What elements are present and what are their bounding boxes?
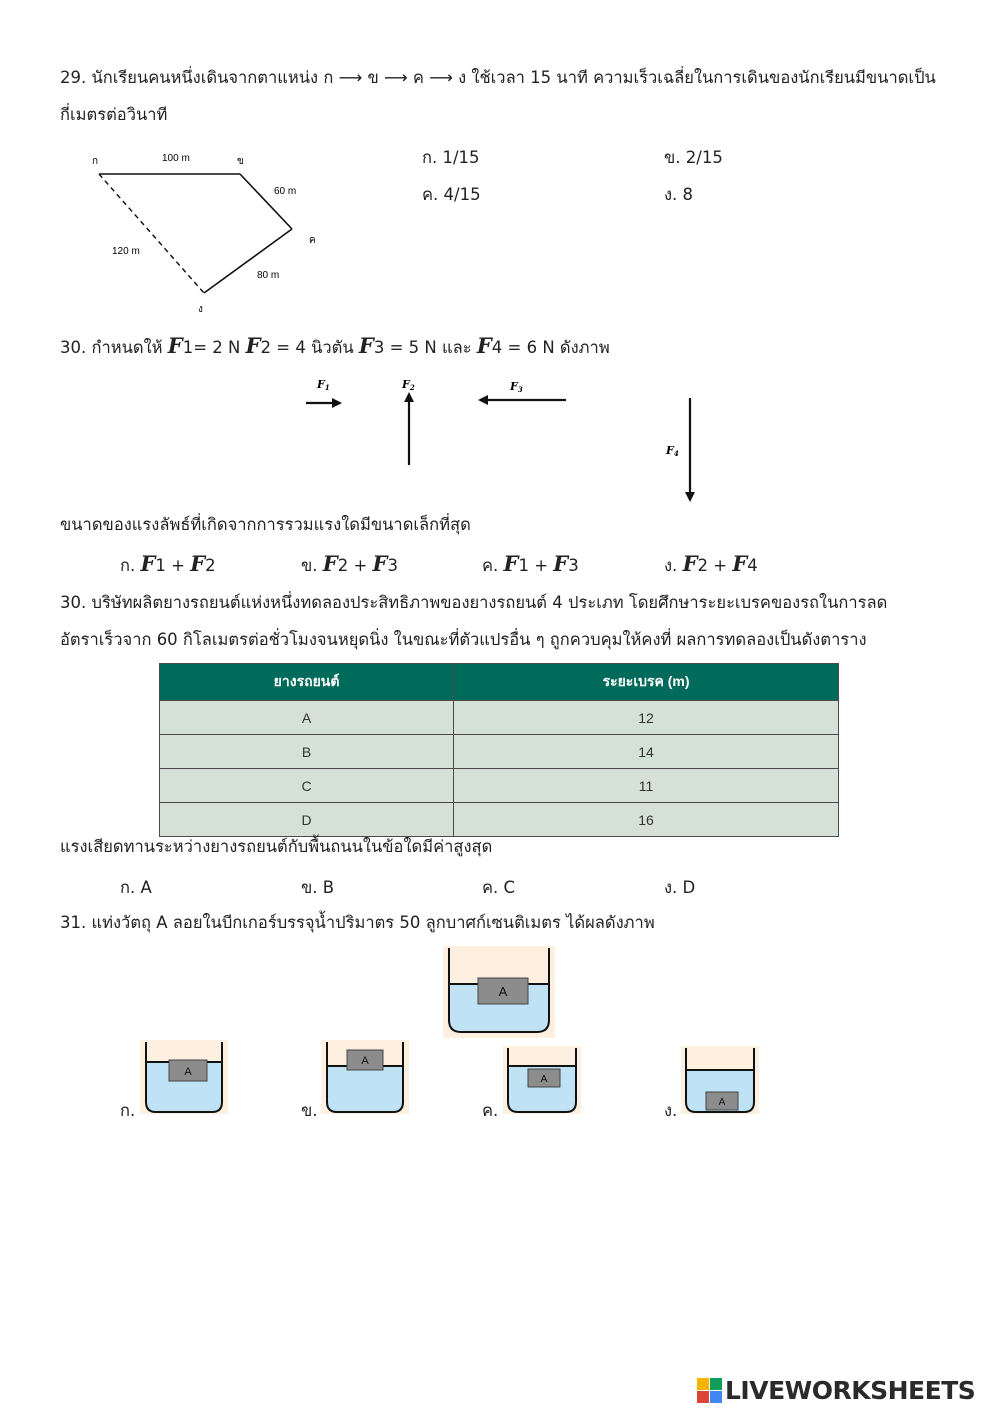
q29-path-diagram xyxy=(80,145,340,320)
q31-text: 31. แท่งวัตถุ A ลอยในบีกเกอร์บรรจุน้ำปริมาตร 50 ลูกบาศก์เซนติเมตร ได้ผลดังภาพ xyxy=(60,913,655,932)
f2-value: 2 = 4 นิวตัน xyxy=(260,338,354,357)
tire-cell: A xyxy=(160,701,454,735)
table-row xyxy=(160,735,839,769)
table-row xyxy=(160,701,839,735)
svg-text:A: A xyxy=(361,1055,369,1067)
q31-choice-a-label[interactable]: ก. xyxy=(120,1101,136,1120)
f4-value: 4 = 6 N ดังภาพ xyxy=(491,338,610,357)
brake-distance-table xyxy=(159,663,839,837)
q30a-question: ขนาดของแรงลัพธ์ที่เกิดจากการรวมแรงใดมีขนาดเล็กที่สุด xyxy=(60,515,471,534)
tire-cell: C xyxy=(160,769,454,803)
segment-kho-ngor xyxy=(204,229,292,293)
f2-var: F xyxy=(245,333,261,358)
reference-beaker xyxy=(443,946,555,1038)
q30b-choice-d[interactable]: ง. D xyxy=(664,878,696,897)
q31-choice-b-beaker[interactable] xyxy=(321,1040,409,1114)
q31-choice-d-beaker[interactable] xyxy=(681,1046,759,1114)
point-kor-label: ก xyxy=(92,156,99,167)
q31-choice-b-label[interactable]: ข. xyxy=(301,1101,318,1120)
q30b-question: แรงเสียดทานระหว่างยางรถยนต์กับพื้นถนนในข้อใดมีค่าสูงสุด xyxy=(60,837,493,856)
svg-text:A: A xyxy=(718,1097,726,1108)
tire-cell: D xyxy=(160,803,454,837)
f3-vector-label: F3 xyxy=(510,380,523,394)
q29-choice-b[interactable]: ข. 2/15 xyxy=(664,148,723,167)
q30b-text-line2: อัตราเร็วจาก 60 กิโลเมตรต่อชั่วโมงจนหยุดนิ่ง ในขณะที่ตัวแปรอื่น ๆ ถูกควบคุมให้คงที่ ผลการทดลองเป็นดังตาราง xyxy=(60,630,867,649)
q29-text-line2: กี่เมตรต่อวินาที xyxy=(60,105,168,124)
distance-100-label: 100 m xyxy=(162,153,190,164)
point-kho-label: ค xyxy=(309,235,316,246)
distance-cell: 14 xyxy=(454,735,839,769)
svg-text:A: A xyxy=(184,1066,192,1078)
block-a-label: A xyxy=(498,984,508,999)
q29-choice-a[interactable]: ก. 1/15 xyxy=(422,148,480,167)
tire-cell: B xyxy=(160,735,454,769)
q31-choice-a-beaker[interactable] xyxy=(140,1040,228,1114)
f3-var: F xyxy=(358,333,374,358)
table-header-distance: ระยะเบรค (m) xyxy=(454,664,839,701)
segment-khor-kho xyxy=(240,174,292,229)
point-ngor-label: ง xyxy=(198,304,203,315)
distance-80-label: 80 m xyxy=(257,270,280,281)
liveworksheets-logo[interactable] xyxy=(697,1376,975,1405)
segment-ngor-kor-dashed xyxy=(99,174,204,293)
q30a-choice-b[interactable]: ข. F2 + F3 xyxy=(301,551,398,576)
q31-choice-c-beaker[interactable] xyxy=(503,1046,581,1114)
table-row xyxy=(160,769,839,803)
q30a-choice-d[interactable]: ง. F2 + F4 xyxy=(664,551,758,576)
liveworksheets-icon xyxy=(697,1378,723,1404)
q30a-text xyxy=(60,335,610,359)
point-khor-label: ข xyxy=(237,156,244,167)
q30b-text-line1: 30. บริษัทผลิตยางรถยนต์แห่งหนึ่งทดลองประสิทธิภาพของยางรถยนต์ 4 ประเภท โดยศึกษาระยะเบรคของรถในการลด xyxy=(60,593,888,612)
svg-text:A: A xyxy=(540,1074,548,1085)
distance-60-label: 60 m xyxy=(274,186,297,197)
q30b-choice-a[interactable]: ก. A xyxy=(120,878,152,897)
q29-choice-c[interactable]: ค. 4/15 xyxy=(422,185,481,204)
q30b-choice-b[interactable]: ข. B xyxy=(301,878,335,897)
q31-choice-c-label[interactable]: ค. xyxy=(482,1101,499,1120)
q30a-intro: 30. กำหนดให้ xyxy=(60,338,163,357)
f1-vector-label: F1 xyxy=(317,378,330,392)
f4-var: F xyxy=(476,333,492,358)
table-row xyxy=(160,803,839,837)
q30a-choice-a[interactable]: ก. F1 + F2 xyxy=(120,551,216,576)
distance-cell: 12 xyxy=(454,701,839,735)
q29-choice-d[interactable]: ง. 8 xyxy=(664,185,694,204)
f3-value: 3 = 5 N และ xyxy=(373,338,472,357)
f1-var: F xyxy=(167,333,183,358)
q31-choice-d-label[interactable]: ง. xyxy=(664,1101,678,1120)
q29-text-line1: 29. นักเรียนคนหนึ่งเดินจากตาแหน่ง ก ⟶ ข ⟶ ค ⟶ ง ใช้เวลา 15 นาที ความเร็วเฉลี่ยในการเดินของนักเรียนมีขนาดเป็น xyxy=(60,68,936,87)
table-header-row xyxy=(160,664,839,701)
distance-cell: 16 xyxy=(454,803,839,837)
f4-vector-label: F4 xyxy=(666,444,679,458)
distance-120-label: 120 m xyxy=(112,246,140,257)
liveworksheets-wordmark: LIVEWORKSHEETS xyxy=(725,1376,976,1405)
f1-value: 1= 2 N xyxy=(182,338,241,357)
force-vectors-diagram xyxy=(290,370,710,510)
q30b-choice-c[interactable]: ค. C xyxy=(482,878,516,897)
q30a-choice-c[interactable]: ค. F1 + F3 xyxy=(482,551,579,576)
f2-vector-label: F2 xyxy=(402,378,415,392)
table-header-tire: ยางรถยนต์ xyxy=(160,664,454,701)
distance-cell: 11 xyxy=(454,769,839,803)
